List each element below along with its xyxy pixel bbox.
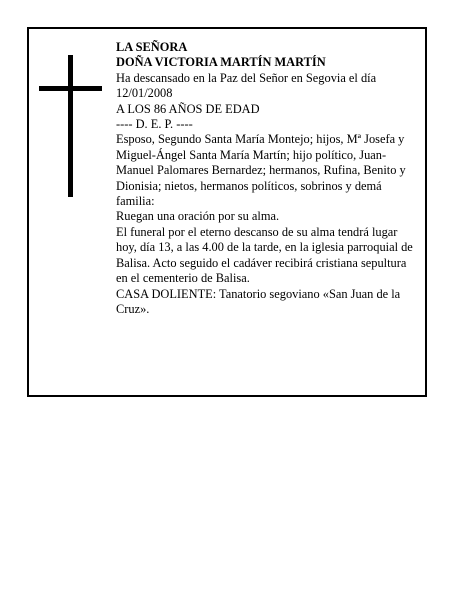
obituary-notice — [27, 27, 427, 397]
rip-line: ---- D. E. P. ---- — [116, 117, 193, 132]
family-list: Esposo, Segundo Santa María Montejo; hijos, Mª Josefa y Miguel-Ángel Santa María Martín; hijo político, Juan-Manuel Palomares Bernardez; hermanos, Rufina, Benito y Dionisia; nietos, hermanos políticos, sobrinos y demá familia: — [116, 132, 406, 209]
cross-vertical-bar — [68, 55, 73, 197]
deceased-name: DOÑA VICTORIA MARTÍN MARTÍN — [116, 55, 326, 70]
funeral-details: El funeral por el eterno descanso de su alma tendrá lugar hoy, día 13, a las 4.00 de la tarde, en la iglesia parroquial de Balisa. Acto seguido el cadáver recibirá cristiana sepultura en el cementerio de Balisa. — [116, 224, 413, 286]
prayer-request: Ruegan una oración por su alma. — [116, 209, 280, 224]
cross-horizontal-bar — [39, 86, 102, 91]
passing-statement: Ha descansado en la Paz del Señor en Segovia el día 12/01/2008 — [116, 70, 377, 101]
age-line: A LOS 86 AÑOS DE EDAD — [116, 101, 260, 116]
funeral-home: CASA DOLIENTE: Tanatorio segoviano «San Juan de la Cruz». — [116, 286, 401, 316]
notice-title: LA SEÑORA — [116, 40, 188, 54]
obituary-text — [116, 40, 421, 317]
